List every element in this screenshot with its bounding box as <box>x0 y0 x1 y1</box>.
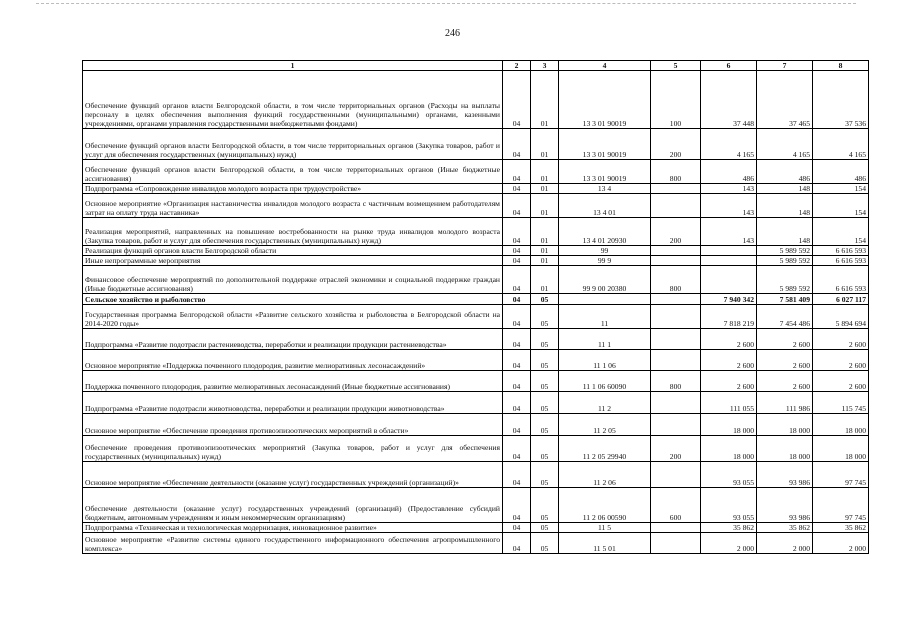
amount-col7: 37 465 <box>757 71 813 129</box>
expense-type-code: 800 <box>651 160 701 184</box>
table-row <box>83 329 869 350</box>
amount-col8: 35 862 <box>813 523 869 533</box>
expense-type-code <box>651 246 701 256</box>
row-name: Обеспечение функций органов власти Белгородской области, в том числе территориальных органов (Расходы на выплаты персоналу в целях обеспечения выполнения функций государственными (муниципальными) органами, казенными учреждениями, органами управления государственными внебюджетными фондами) <box>83 71 503 129</box>
amount-col8: 2 600 <box>813 350 869 371</box>
amount-col8: 2 600 <box>813 371 869 392</box>
expense-type-code: 200 <box>651 129 701 160</box>
table-row <box>83 218 869 246</box>
section-code: 04 <box>503 350 531 371</box>
target-article-code: 13 3 01 90019 <box>559 160 651 184</box>
target-article-code: 11 2 06 00590 <box>559 488 651 523</box>
amount-col6: 2 000 <box>701 533 757 554</box>
section-code: 04 <box>503 371 531 392</box>
section-code: 04 <box>503 194 531 218</box>
table-row <box>83 371 869 392</box>
amount-col8: 4 165 <box>813 129 869 160</box>
row-name: Государственная программа Белгородской области «Развитие сельского хозяйства и рыболовства в Белгородской области на 2014-2020 годы» <box>83 305 503 329</box>
budget-table <box>82 60 869 554</box>
row-name: Основное мероприятие «Развитие системы единого государственного информационного обеспечения агропромышленного комплекса» <box>83 533 503 554</box>
subsection-code: 01 <box>531 266 559 294</box>
row-name: Основное мероприятие «Поддержка почвенного плодородия, развитие мелиоративных лесонасаждений» <box>83 350 503 371</box>
amount-col6 <box>701 256 757 266</box>
amount-col7: 5 989 592 <box>757 266 813 294</box>
subsection-code: 05 <box>531 294 559 305</box>
subsection-code: 01 <box>531 160 559 184</box>
section-code: 04 <box>503 523 531 533</box>
expense-type-code <box>651 533 701 554</box>
amount-col8: 154 <box>813 194 869 218</box>
row-name: Подпрограмма «Сопровождение инвалидов молодого возраста при трудоустройстве» <box>83 184 503 194</box>
amount-col6: 18 000 <box>701 436 757 462</box>
amount-col6: 4 165 <box>701 129 757 160</box>
expense-type-code <box>651 350 701 371</box>
table-row <box>83 350 869 371</box>
table-row <box>83 414 869 436</box>
target-article-code: 11 2 <box>559 392 651 414</box>
table-row <box>83 256 869 266</box>
amount-col7: 93 986 <box>757 488 813 523</box>
row-name: Реализация мероприятий, направленных на повышение востребованности на рынке труда инвалидов молодого возраста (Закупка товаров, работ и услуг для обеспечения государственных (муниципальных) нужд) <box>83 218 503 246</box>
section-code: 04 <box>503 266 531 294</box>
amount-col8: 6 616 593 <box>813 266 869 294</box>
subsection-code: 01 <box>531 246 559 256</box>
amount-col6: 486 <box>701 160 757 184</box>
row-name: Подпрограмма «Развитие подотрасли животноводства, переработки и реализации продукции животноводства» <box>83 392 503 414</box>
section-row <box>83 294 869 305</box>
amount-col7: 18 000 <box>757 414 813 436</box>
target-article-code: 11 5 <box>559 523 651 533</box>
section-code: 04 <box>503 256 531 266</box>
amount-col6: 7 940 342 <box>701 294 757 305</box>
amount-col7: 7 581 409 <box>757 294 813 305</box>
table-row <box>83 184 869 194</box>
col-header: 4 <box>559 61 651 71</box>
amount-col7: 2 600 <box>757 350 813 371</box>
subsection-code: 05 <box>531 462 559 488</box>
subsection-code: 01 <box>531 71 559 129</box>
amount-col8: 154 <box>813 184 869 194</box>
target-article-code: 11 2 06 <box>559 462 651 488</box>
section-code: 04 <box>503 129 531 160</box>
expense-type-code <box>651 392 701 414</box>
target-article-code: 99 9 <box>559 256 651 266</box>
section-code: 04 <box>503 246 531 256</box>
amount-col8: 6 027 117 <box>813 294 869 305</box>
row-name: Реализация функций органов власти Белгородской области <box>83 246 503 256</box>
table-row <box>83 488 869 523</box>
amount-col8: 115 745 <box>813 392 869 414</box>
row-name: Подпрограмма «Развитие подотрасли растениеводства, переработки и реализации продукции растениеводства» <box>83 329 503 350</box>
page-number: 246 <box>445 28 460 39</box>
expense-type-code: 100 <box>651 71 701 129</box>
section-code: 04 <box>503 488 531 523</box>
amount-col7: 35 862 <box>757 523 813 533</box>
target-article-code: 13 4 01 <box>559 194 651 218</box>
expense-type-code <box>651 329 701 350</box>
expense-type-code <box>651 294 701 305</box>
subsection-code: 05 <box>531 414 559 436</box>
table-row <box>83 533 869 554</box>
amount-col6: 2 600 <box>701 329 757 350</box>
section-code: 04 <box>503 329 531 350</box>
subsection-code: 05 <box>531 371 559 392</box>
amount-col7: 148 <box>757 194 813 218</box>
target-article-code: 11 1 06 60090 <box>559 371 651 392</box>
row-name: Основное мероприятие «Организация наставничества инвалидов молодого возраста с частичным возмещением работодателям затрат на оплату труда наставника» <box>83 194 503 218</box>
subsection-code: 01 <box>531 218 559 246</box>
target-article-code: 13 3 01 90019 <box>559 71 651 129</box>
expense-type-code: 800 <box>651 266 701 294</box>
row-name: Основное мероприятие «Обеспечение проведения противоэпизоотических мероприятий в области» <box>83 414 503 436</box>
target-article-code: 11 5 01 <box>559 533 651 554</box>
amount-col8: 6 616 593 <box>813 246 869 256</box>
table-row <box>83 523 869 533</box>
amount-col7: 2 600 <box>757 329 813 350</box>
target-article-code: 11 1 <box>559 329 651 350</box>
col-header: 8 <box>813 61 869 71</box>
row-name: Иные непрограммные мероприятия <box>83 256 503 266</box>
amount-col6 <box>701 246 757 256</box>
row-name: Обеспечение деятельности (оказание услуг) государственных учреждений (организаций) (Предоставление субсидий бюджетным, автономным учреждениям и иным некоммерческим организациям) <box>83 488 503 523</box>
target-article-code: 13 3 01 90019 <box>559 129 651 160</box>
table-row <box>83 246 869 256</box>
subsection-code: 05 <box>531 329 559 350</box>
table-row <box>83 266 869 294</box>
expense-type-code: 800 <box>651 371 701 392</box>
section-code: 04 <box>503 184 531 194</box>
expense-type-code: 600 <box>651 488 701 523</box>
expense-type-code <box>651 414 701 436</box>
subsection-code: 05 <box>531 350 559 371</box>
table-row <box>83 392 869 414</box>
target-article-code: 11 1 06 <box>559 350 651 371</box>
row-name: Обеспечение функций органов власти Белгородской области, в том числе территориальных органов (Закупка товаров, работ и услуг для обеспечения государственных (муниципальных) нужд) <box>83 129 503 160</box>
expense-type-code <box>651 305 701 329</box>
amount-col6: 18 000 <box>701 414 757 436</box>
amount-col7: 93 986 <box>757 462 813 488</box>
table-row <box>83 305 869 329</box>
col-header: 7 <box>757 61 813 71</box>
section-code: 04 <box>503 392 531 414</box>
subsection-code: 05 <box>531 523 559 533</box>
amount-col8: 18 000 <box>813 414 869 436</box>
table-row <box>83 129 869 160</box>
row-name: Сельское хозяйство и рыболовство <box>83 294 503 305</box>
amount-col8: 154 <box>813 218 869 246</box>
section-code: 04 <box>503 294 531 305</box>
target-article-code: 11 2 05 <box>559 414 651 436</box>
subsection-code: 05 <box>531 533 559 554</box>
target-article-code: 99 9 00 20380 <box>559 266 651 294</box>
amount-col6: 143 <box>701 184 757 194</box>
amount-col6: 2 600 <box>701 350 757 371</box>
expense-type-code: 200 <box>651 436 701 462</box>
amount-col6: 111 055 <box>701 392 757 414</box>
subsection-code: 05 <box>531 436 559 462</box>
col-header: 5 <box>651 61 701 71</box>
amount-col8: 2 600 <box>813 329 869 350</box>
target-article-code: 11 2 05 29940 <box>559 436 651 462</box>
col-header: 6 <box>701 61 757 71</box>
amount-col6: 7 818 219 <box>701 305 757 329</box>
row-name: Обеспечение функций органов власти Белгородской области, в том числе территориальных органов (Иные бюджетные ассигнования) <box>83 160 503 184</box>
section-code: 04 <box>503 436 531 462</box>
row-name: Обеспечение проведения противоэпизоотических мероприятий (Закупка товаров, работ и услуг для обеспечения государственных (муниципальных) нужд) <box>83 436 503 462</box>
table-row <box>83 462 869 488</box>
amount-col6 <box>701 266 757 294</box>
subsection-code: 01 <box>531 194 559 218</box>
amount-col6: 143 <box>701 218 757 246</box>
target-article-code: 11 <box>559 305 651 329</box>
amount-col8: 486 <box>813 160 869 184</box>
section-code: 04 <box>503 533 531 554</box>
col-header: 1 <box>83 61 503 71</box>
row-name: Финансовое обеспечение мероприятий по дополнительной поддержке отраслей экономики и социальной поддержке граждан (Иные бюджетные ассигнования) <box>83 266 503 294</box>
amount-col6: 37 448 <box>701 71 757 129</box>
header-row <box>83 61 869 71</box>
section-code: 04 <box>503 218 531 246</box>
expense-type-code <box>651 256 701 266</box>
section-code: 04 <box>503 305 531 329</box>
section-code: 04 <box>503 71 531 129</box>
amount-col8: 37 536 <box>813 71 869 129</box>
table-row <box>83 71 869 129</box>
amount-col8: 97 745 <box>813 488 869 523</box>
amount-col7: 2 000 <box>757 533 813 554</box>
amount-col7: 148 <box>757 184 813 194</box>
amount-col6: 35 862 <box>701 523 757 533</box>
expense-type-code <box>651 194 701 218</box>
amount-col6: 93 055 <box>701 462 757 488</box>
row-name: Подпрограмма «Техническая и технологическая модернизация, инновационное развитие» <box>83 523 503 533</box>
amount-col7: 18 000 <box>757 436 813 462</box>
amount-col7: 7 454 486 <box>757 305 813 329</box>
row-name: Поддержка почвенного плодородия, развитие мелиоративных лесонасаждений (Иные бюджетные ассигнования) <box>83 371 503 392</box>
row-name: Основное мероприятие «Обеспечение деятельности (оказание услуг) государственных учреждений (организаций)» <box>83 462 503 488</box>
amount-col8: 97 745 <box>813 462 869 488</box>
table-row <box>83 160 869 184</box>
amount-col7: 2 600 <box>757 371 813 392</box>
amount-col7: 4 165 <box>757 129 813 160</box>
expense-type-code <box>651 184 701 194</box>
target-article-code: 13 4 <box>559 184 651 194</box>
subsection-code: 05 <box>531 488 559 523</box>
amount-col7: 111 986 <box>757 392 813 414</box>
amount-col6: 93 055 <box>701 488 757 523</box>
amount-col8: 18 000 <box>813 436 869 462</box>
amount-col6: 143 <box>701 194 757 218</box>
subsection-code: 01 <box>531 256 559 266</box>
amount-col8: 5 894 694 <box>813 305 869 329</box>
expense-type-code: 200 <box>651 218 701 246</box>
section-code: 04 <box>503 160 531 184</box>
scan-edge-line <box>36 3 856 4</box>
subsection-code: 05 <box>531 392 559 414</box>
amount-col7: 148 <box>757 218 813 246</box>
col-header: 2 <box>503 61 531 71</box>
table-row <box>83 194 869 218</box>
expense-type-code <box>651 462 701 488</box>
subsection-code: 05 <box>531 305 559 329</box>
target-article-code: 13 4 01 20930 <box>559 218 651 246</box>
amount-col7: 5 989 592 <box>757 246 813 256</box>
subsection-code: 01 <box>531 184 559 194</box>
expense-type-code <box>651 523 701 533</box>
target-article-code: 99 <box>559 246 651 256</box>
amount-col8: 2 000 <box>813 533 869 554</box>
amount-col7: 5 989 592 <box>757 256 813 266</box>
col-header: 3 <box>531 61 559 71</box>
target-article-code <box>559 294 651 305</box>
table-row <box>83 436 869 462</box>
section-code: 04 <box>503 414 531 436</box>
amount-col8: 6 616 593 <box>813 256 869 266</box>
section-code: 04 <box>503 462 531 488</box>
amount-col6: 2 600 <box>701 371 757 392</box>
amount-col7: 486 <box>757 160 813 184</box>
subsection-code: 01 <box>531 129 559 160</box>
